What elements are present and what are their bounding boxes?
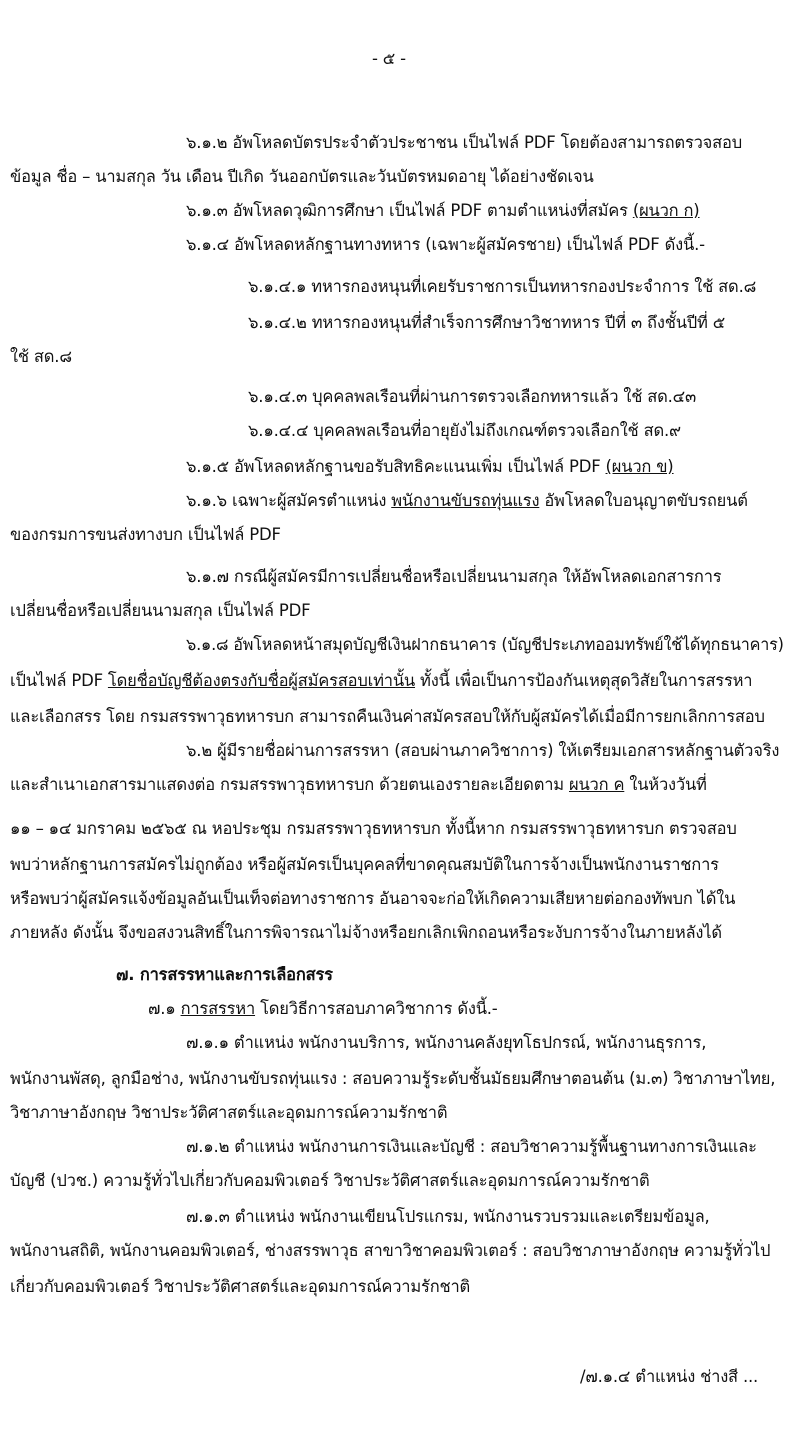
para-6-2-line-3: ๑๑ – ๑๔ มกราคม ๒๕๖๕ ณ หอประชุม กรมสรรพาวุธทหารบก ทั้งนี้หาก กรมสรรพาวุธทหารบก ตรวจสอบ [10,819,737,838]
para-7-1-num: ๗.๑ [148,999,181,1018]
para-6-1-8-text-a: เป็นไฟล์ PDF [10,671,108,690]
para-7-1-3-line-3: เกี่ยวกับคอมพิวเตอร์ วิชาประวัติศาสตร์และอุดมการณ์ความรักชาติ [10,1277,471,1296]
annex-c-ref: ผนวก ค [569,775,625,794]
para-7-1-1-line-2: พนักงานพัสดุ, ลูกมือช่าง, พนักงานขับรถทุ่นแรง : สอบความรู้ระดับชั้นมัธยมศึกษาตอนต้น (ม.๓) วิชาภาษาไทย, [10,1069,776,1088]
para-6-1-4: ๖.๑.๔ อัพโหลดหลักฐานทางทหาร (เฉพาะผู้สมัครชาย) เป็นไฟล์ PDF ดังนี้.- [186,235,705,254]
para-6-1-3 [186,200,700,222]
para-7-1-1-line-3: วิชาภาษาอังกฤษ วิชาประวัติศาสตร์และอุดมการณ์ความรักชาติ [10,1103,448,1122]
para-6-2-text-a: และสำเนาเอกสารมาแสดงต่อ กรมสรรพาวุธทหารบก ด้วยตนเองรายละเอียดตาม [10,775,569,794]
para-6-1-7-line-2: เปลี่ยนชื่อหรือเปลี่ยนนามสกุล เป็นไฟล์ PDF [10,601,311,620]
para-6-1-3-text: ๖.๑.๓ อัพโหลดวุฒิการศึกษา เป็นไฟล์ PDF ตามตำแหน่งที่สมัคร [186,201,633,220]
para-6-1-4-2-cont: ใช้ สด.๘ [10,347,72,366]
para-6-1-6-cont: ของกรมการขนส่งทางบก เป็นไฟล์ PDF [10,525,281,544]
para-6-1-8-line-3: และเลือกสรร โดย กรมสรรพาวุธทหารบก สามารถคืนเงินค่าสมัครสอบให้กับผู้สมัครได้เมื่อมีการยกเลิกการสอบ [10,707,765,726]
para-6-2-line-1: ๖.๒ ผู้มีรายชื่อผ่านการสรรหา (สอบผ่านภาควิชาการ) ให้เตรียมเอกสารหลักฐานตัวจริง [186,741,780,760]
para-6-2-line-5: หรือพบว่าผู้สมัครแจ้งข้อมูลอันเป็นเท็จต่อทางราชการ อันอาจจะก่อให้เกิดความเสียหายต่อกองทัพบก ได้ใน [10,889,736,908]
para-6-1-8-line-1: ๖.๑.๘ อัพโหลดหน้าสมุดบัญชีเงินฝากธนาคาร (บัญชีประเภทออมทรัพย์ใช้ได้ทุกธนาคาร) [186,635,784,654]
para-6-1-5-text: ๖.๑.๕ อัพโหลดหลักฐานขอรับสิทธิคะแนนเพิ่ม เป็นไฟล์ PDF [186,457,606,476]
position-heavy-vehicle-driver: พนักงานขับรถทุ่นแรง [391,491,540,510]
para-6-1-7-line-1: ๖.๑.๗ กรณีผู้สมัครมีการเปลี่ยนชื่อหรือเปลี่ยนนามสกุล ให้อัพโหลดเอกสารการ [186,567,722,586]
para-7-1-text: โดยวิธีการสอบภาควิชาการ ดังนี้.- [255,999,498,1018]
para-6-1-6-text-a: ๖.๑.๖ เฉพาะผู้สมัครตำแหน่ง [186,491,392,510]
recruitment-term: การสรรหา [180,999,256,1018]
para-6-2-line-4: พบว่าหลักฐานการสมัครไม่ถูกต้อง หรือผู้สมัครเป็นบุคคลที่ขาดคุณสมบัติในการจ้างเป็นพนักงานราชการ [10,855,719,874]
para-6-1-2-line-1: ๖.๑.๒ อัพโหลดบัตรประจำตัวประชาชน เป็นไฟล์ PDF โดยต้องสามารถตรวจสอบ [186,133,742,152]
account-name-requirement: โดยชื่อบัญชีต้องตรงกับชื่อผู้สมัครสอบเท่านั้น [107,671,416,690]
para-6-1-6-text-b: อัพโหลดใบอนุญาตขับรถยนต์ [539,491,748,510]
annex-a-ref: (ผนวก ก) [632,201,700,220]
para-7-1 [148,998,498,1020]
para-6-2-line-2 [10,774,707,796]
para-7-1-2-line-1: ๗.๑.๒ ตำแหน่ง พนักงานการเงินและบัญชี : สอบวิชาความรู้พื้นฐานทางการเงินและ [186,1137,757,1156]
para-6-1-2-line-2: ข้อมูล ชื่อ – นามสกุล วัน เดือน ปีเกิด วันออกบัตรและวันบัตรหมดอายุ ได้อย่างชัดเจน [10,167,594,186]
para-7-1-3-line-2: พนักงานสถิติ, พนักงานคอมพิวเตอร์, ช่างสรรพาวุธ สาขาวิชาคอมพิวเตอร์ : สอบวิชาภาษาอังกฤษ ความรู้ทั่วไป [10,1241,771,1260]
annex-b-ref: (ผนวก ข) [605,457,674,476]
para-6-1-4-2: ๖.๑.๔.๒ ทหารกองหนุนที่สำเร็จการศึกษาวิชาทหาร ปีที่ ๓ ถึงชั้นปีที่ ๕ [248,313,726,332]
para-6-1-6 [186,490,748,512]
para-6-1-4-1: ๖.๑.๔.๑ ทหารกองหนุนที่เคยรับราชการเป็นทหารกองประจำการ ใช้ สด.๘ [248,277,757,296]
para-6-2-line-6: ภายหลัง ดังนั้น จึงขอสงวนสิทธิ์ในการพิจารณาไม่จ้างหรือยกเลิกเพิกถอนหรือระงับการจ้างในภายหลังได้ [10,923,722,942]
para-6-1-8-text-b: ทั้งนี้ เพื่อเป็นการป้องกันเหตุสุดวิสัยในการสรรหา [415,671,753,690]
para-6-1-5 [186,456,674,478]
para-6-1-8-line-2 [10,670,752,692]
para-7-1-3-line-1: ๗.๑.๓ ตำแหน่ง พนักงานเขียนโปรแกรม, พนักงานรวบรวมและเตรียมข้อมูล, [186,1207,710,1226]
para-7-1-1-line-1: ๗.๑.๑ ตำแหน่ง พนักงานบริการ, พนักงานคลังยุทโธปกรณ์, พนักงานธุรการ, [186,1033,707,1052]
para-6-1-4-4: ๖.๑.๔.๔ บุคคลพลเรือนที่อายุยังไม่ถึงเกณฑ์ตรวจเลือกใช้ สด.๙ [248,421,681,440]
para-6-1-4-3: ๖.๑.๔.๓ บุคคลพลเรือนที่ผ่านการตรวจเลือกทหารแล้ว ใช้ สด.๔๓ [248,387,697,406]
continuation-note: /๗.๑.๔ ตำแหน่ง ช่างสี ... [580,1367,759,1386]
page-number: - ๕ - [372,49,406,68]
section-7-heading: ๗. การสรรหาและการเลือกสรร [116,965,333,984]
para-7-1-2-line-2: บัญชี (ปวช.) ความรู้ทั่วไปเกี่ยวกับคอมพิวเตอร์ วิชาประวัติศาสตร์และอุดมการณ์ความรักชาติ [10,1171,650,1190]
para-6-2-text-b: ในห้วงวันที่ [624,775,707,794]
